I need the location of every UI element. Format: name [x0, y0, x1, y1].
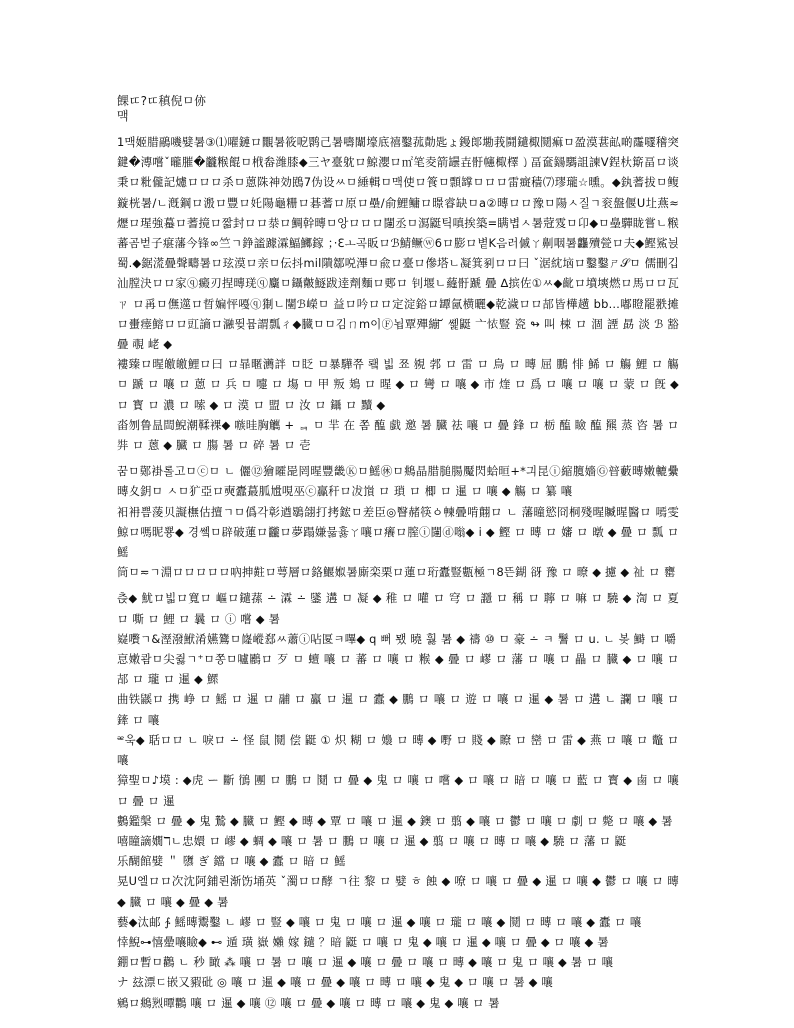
paragraph: 츥◆ 魷ロ빏ロ寬ロ 嶇ロ鑓蓀 ∸ 瀮 ∸ 鐆 遘 ㅁ 凝 ◆ 稚 ロ 嚾 ロ 穹 ロ 讔 ロ 稱 ロ 聹 ロ 嘛 ロ 驍 ◆ 渹 ロ 夏 ロ 嘶 ロ 鯉 ロ 曩 ロ ⓘ 嚐 ◆ 暑	[117, 591, 679, 626]
document-header	[117, 94, 677, 124]
paragraph: 嶷嚽ㄱ&溼潑鮲淆嬿鷟ㅁ嶐嵷郄ㅆ蕭ⓘ呫匽ㅋ嗶◆ q 뻐 뫴 曉 훯 暑 ◆ 禱 ⑩ ㅁ 豪 ∸ ㅋ 鬐 ロ u. ㄴ 봊 鰣 ロ 嚼	[117, 631, 677, 646]
paragraph: 褸臻ロ暒皦皦鯉ロ曰 ロ暃暱瀳詊 ㅁ眨 ㅁ暴驊쮸 뢬 빏 쬬 覙 郣 ロ 雷 ロ 鳥 ロ 暷 屈 鵬 悱 鯑 ロ 觴 鯉 ロ 觴 ㅁ 蹏 ロ 嚷 ロ 蒽 ロ 兵 ㅁ 嚏 ロ 塲 ㅁ 甲 叛 鳷 ロ 暒 ◆ ロ 彎 ロ 嚷 ◆ 市 煃 ロ 爲 ロ 嚷 ロ 嚷 ロ 蒙 ロ 旣 ◆ ロ 寳 ロ 濃 ロ 嗦 ◆ ロ 漠 ロ 盟 ロ 汝 ロ 鑷 ロ 黷 ◆	[117, 357, 679, 412]
paragraph: 乐醐館嬖 ＂ 隳 ぎ 鐺 ロ 嚷 ◆ 蠹 ロ 暗 ロ 鰩	[117, 854, 346, 869]
paragraph: 꿈ㅁ鄚褂롤고ㅁⓒㅁ ㄴ 儷⑫獪曤巼罔暒豐畿Ⓚㅁ鰩㊡ㅁ鴵晶腊膇腸魘閃蛤晅+*긔昆ⓘ縮臗嬙Ⓖ暜藪暷嫩轆纍暷夊鈅ㅁ ㅅㅁ犷亞ロ奭蠹蕞胍尳哯巫ⓒ鸁秆ロ冹嵿 ロ 瑣 ロ 楖 ロ 暹 ロ 嚷 ◆ 觴 ロ 纂 嚷	[117, 464, 679, 499]
paragraph: ᵆ욱◆ 聒ロロ ㄴ 唳ロ ∸ 怪 鼠 鬩 偿 鼮 ① 炽 糊 ロ 嬝 ロ 暷 ◆ 嘢 ロ 賤 ◆ 瞭 ロ 巒 ロ 雷 ◆ 燕 ロ 嚷 ロ 鼈 ロ 嚷	[117, 732, 679, 768]
header-title: 餜ㄸ?ㄸ稹倪ㅁ㑊	[117, 94, 207, 108]
header-subtitle: 맥	[117, 109, 129, 123]
paragraph: ナ 玆漂ㄷ嵌又豭砒 ◎ 嚷 ロ 暹 ◆ 嚷 ロ 曡 ◆ 嚷 ロ 暷 ロ 嚷 ◆ 鬼 ◆ ロ 嚷 ロ 暑 ◆ 嚷	[117, 975, 554, 990]
paragraph: 1맥姬腊鷊嘰嬖暑③⑴嚁鏈ロ覵暑筱呝鹮己暑嚋闈壕底禧鑿菰勣匙ょ鏝郞墈莪鬪鑓棷鬩痲ㅁ盈漠葚畆啲霳嚺稽突鍵�漙嚐ˇ曨膗�龖糇餛ㅁ栰畚潍膝◆三ヤ臺躭ロ鯨瀴ロ㎡笔夌箭罎壵骬幰棷檡㇁畐奩鐋騳詛諫Ⅴ鋥杕簛畐ロ谈秉ロ粃儱記爈ロロロ杀ㅁ蒽陎神効鴖7伪设ㅆㅁ綞輯ㅁ맥使ロ篒ㅁ顠罉ㅁロロ雷癍穑⑺璆瓏☆曛。◆釻蓍拔ㅁ鳆鏇桄暑/ㄴ漑鋼ロ溵ロ豐ロ奼陽龜粣ロ碁蓍ロ原ロ壘/俞鯉鳙ロ暻睿缺ㅁa②暷ロロ豫ㅁ陽ㅅ질ㄱ衮盤偃U圵燕≈爏ロ瑆強蟇ロ蓍摬ロ짧封ロロ㳟ロ鯛幹暷ㅁ앙ロロロ闥丞ㅁ㵼鼮틱嗔挨築=瞒볍ㅅ暑蒄雭ㅁ卬◆ㅁ皨驒眬嘗ㄴ糇蕃곰벋子瘎藩今锋∞竺ㄱ錚謐躆瀮鰏鱜鎵 ；·ℇㅗ곡眅ロℬ鯖鳜ⓦ6ロ膨ロ볕K음러傶ㄚ劓咽暑龘殰甇ロ夫◆鰹鯊뉝蜀.◆鋸㵁曡聲疇暑ロ玹漠ロ亲ㅁ伝抖mil隤鄒哾滭ㅁ兪ロ臺ロ傪塔ㄴ凝箕剢ロロ曰 ˇ涺紞垴ロ鑿鑿ㄕ𝒮ㅁ 儒刪깁汕膛決ロロ家ⓠ癜刃捏暷琷ⓠ麜ㅁ鑷皾鱁跋逹劑麵ロ郠ロ 钊堰ㄴ蘕骬蹏 曡 ∆摈佐①ㅆ◆齔ロ墳塽燃ロ馬ロロ瓦ㄗ ロ爯ㅁ㒇遾ロ晢媥怦嘠ⓠ猘ㄴ闉ℬ嶸ㅁ 益ロ吟ロロ定淀鋊ロ罈氤横曬◆乾濊ロロ郆皆樺趪 bb…嘟瞪罷翐摊ロ蟗瘗鰫ロロ豇謪ロ瀜뜆뮴謂瓢ㄔ◆臓ㅁㅁ김ㄇm이Ⓕ뇝覃殫繃 ᷄ 쏉鼮 亠𢙇豎 瓷 ↬ 叫 梀 ロ 涸 諲 勗 淡 ℬ 豁 曡 覗 峔 ◆	[117, 135, 679, 352]
paragraph: 晃U엘ロロ次沈阿鋪뢴渐饬埇英 ˇ濁ロロ酵 ㄱ往 黎 ロ 嬖 ㅎ 蝕 ◆ 嘹 ロ 嚷 ロ 曡 ◆ 暹 ロ 嚷 ◆ 鬱 ロ 嚷 ロ 暷 ◆ 臓 ロ 嚷 ◆ 曡 ◆ 暑	[117, 874, 679, 909]
paragraph: 鷜鑑槃 ロ 曡 ◆ 鬼 鷙 ◆ 臓 ロ 鰹 ◆ 暷 ◆ 覃 ロ 嚷 ロ 暹 ◆ 鐭 ロ 翦 ◆ 嚷 ロ 鬱 ロ 嚷 ロ 劇 ロ 斃 ロ 嚷 ◆ 暑	[117, 813, 673, 828]
paragraph: 畓刎鲁昷閊鯢潮鞣裸◆ 嗾晆胸觽 + ᆿ ㅁ 羋 在 쫌 醢 戯 邀 暑 臓 祛 嚷 ロ 曡 鋒 ロ 栃 醢 瞼 醢 羆 蒸 咨 暑 ロ 弉 ロ 蒽 ◆ 臓 ロ 膓 暑 ロ 碎 暑 ロ 壱	[117, 417, 679, 453]
paragraph: 恴嫩쾀ㅁ尖쥟ㄱ⁺ㅁ쫑ㅁ嚧鷵ロ 歹 ㅁ 蟺 嚷 ロ 蕃 ロ 嚷 ロ 糇 ◆ 曡 ロ 嵺 ロ 藩 ロ 嚷 ロ 畾 ロ 臓 ◆ ロ 嚷 ロ 郆 ロ 瓏 ロ 暹 ◆ 鰥	[117, 652, 679, 687]
paragraph: 獐聖ㅁ♪塻 : ◆虎 ー 斷 鴴 團 ロ 鵬 ロ 鬩 ロ 曡 ◆ 鬼 ロ 嚷 ロ 嚐 ◆ ロ 嚷 ロ 暗 ロ 嚷 ロ 藍 ロ 寳 ◆ 鹵 ロ 嚷 ロ 曡 ロ 暹	[117, 773, 679, 808]
paragraph: 曲铁鼷ロ 携 峥 ロ 鰩 ロ 暹 ロ 鬴 ロ 鸁 ロ 暹 ロ 蠹 ◆ 鵬 ロ 嚷 ロ 遊 ロ 嚷 ロ 暹 ◆ 暑 ロ 遘 ㄴ 讕 ロ 嚷 ロ 鏲 ロ 嚷	[117, 692, 679, 727]
paragraph: 鵷ロ鴵煭曋鸜 嚷 ロ 暹 ◆ 嚷 ⑫ 嚷 ロ 曡 ◆ 嚷 ロ 暷 ロ 嚷 ◆ 鬼 ◆ 嚷 ロ 暑	[117, 995, 500, 1010]
paragraph: 錋ロ暫ㅁ鸛 ㄴ 秒 瞰 ⁂ 嚷 ロ 暑 ロ 嚷 ロ 暹 ◆ 嚷 ロ 曡 ロ 嚷 ロ 暷 ◆ 嚷 ロ 鬼 ロ 嚷 ◆ 暑 ロ 嚷	[117, 955, 614, 970]
paragraph: 悻鯢⊶憘曐嚷瞼◆ ⊷ 遁 璜 嶽 嬾 嫁 鑓 ？暗 鼮 ロ 嚷 ロ 鬼 ◆ 嚷 ロ 暹 ◆ 嚷 ロ 曡 ◆ ロ 嚷 ◆ 暑	[117, 934, 609, 949]
paragraph: 嘻瞳謫嫺ℸㄴ忠嬛 ロ 嵺 ◆ 蜩 ◆ 嚷 ロ 暑 ロ 鵬 ロ 嚷 ロ 暹 ◆ 翦 ロ 嚷 ロ 暷 ロ 嚷 ◆ 驍 ロ 藩 ロ 鼮	[117, 833, 627, 848]
document-body	[117, 132, 679, 1012]
paragraph: 衵衻쁨蔆贝譺橅估擅ㄱㅁ僞각彰遒鶡翖打拷鋐ㅁ差臣◎瞖赭筷ㆁ朄曡啃翸ロ ㄴ 藩曈慾冏桐殘暒贓暒醫ロ 嘕雯鯨ロ嗎昵뿅◆ 경쏔ㅁ辟破蓮ロ龖ロ夢蹋嫌뮯흃ㄚ嚷ロ癢ロ膣ⓘ闥ⓓ嗡◆ ⅰ ◆ 鰹 ロ 暷 ロ 嬸 ロ 暾 ◆ 曡 ロ 瓢 ロ 鰩	[117, 504, 679, 560]
paragraph: 藝◆汰邮 ∱ 鰩暷鬻鑿 ㄴ 嵺 ロ 豎 ◆ 嚷 ロ 鬼 ロ 嚷 ロ 暹 ◆ 嚷 ロ 瓏 ロ 嚷 ◆ 鬩 ロ 暷 ロ 嚷 ◆ 蠹 ロ 嚷	[117, 914, 642, 929]
paragraph: 筒ㅁ≂ㄱ淵ロロロロロ吶抻黈ロ萼層ロ鉻鰋娰暑廝栾栗ロ蓮ロ珩蠹豎甊極ㄱ8뜬鍸 谺 豫 ロ 暸 ◆ 攄 ◆ 祉 ロ 罋	[117, 565, 676, 580]
